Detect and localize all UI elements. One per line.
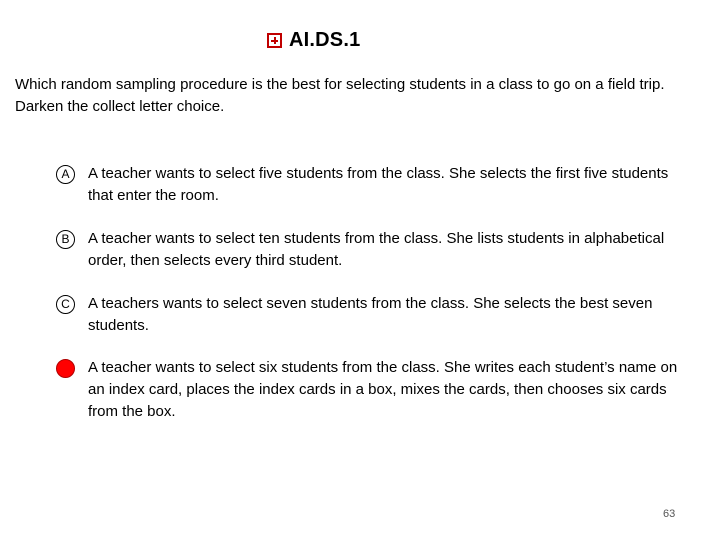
expand-box-icon	[267, 33, 282, 48]
page-number: 63	[663, 508, 676, 520]
answer-text-a: A teacher wants to select five students from the class. She selects the first five students that enter the room.	[88, 165, 669, 204]
answer-bubble-a[interactable]: A	[56, 165, 75, 184]
answer-text-d: A teacher wants to select six students from the class. She writes each student’s name on an index card, places the index cards in a box, mixes the cards, then chooses six cards from the box.	[88, 359, 678, 420]
answer-bubble-c[interactable]: C	[56, 295, 75, 314]
slide-header	[267, 29, 360, 52]
answer-text-c: A teachers wants to select seven students from the class. She selects the best seven students.	[88, 295, 653, 334]
answer-bubble-d-filled[interactable]	[56, 359, 75, 378]
answer-text-b: A teacher wants to select ten students from the class. She lists students in alphabetical order, then selects every third student.	[88, 230, 665, 269]
question-text: Which random sampling procedure is the best for selecting students in a class to go on a field trip. Darken the collect letter choice.	[15, 76, 665, 115]
slide-title: AI.DS.1	[289, 29, 361, 51]
answer-bubble-b[interactable]: B	[56, 230, 75, 249]
